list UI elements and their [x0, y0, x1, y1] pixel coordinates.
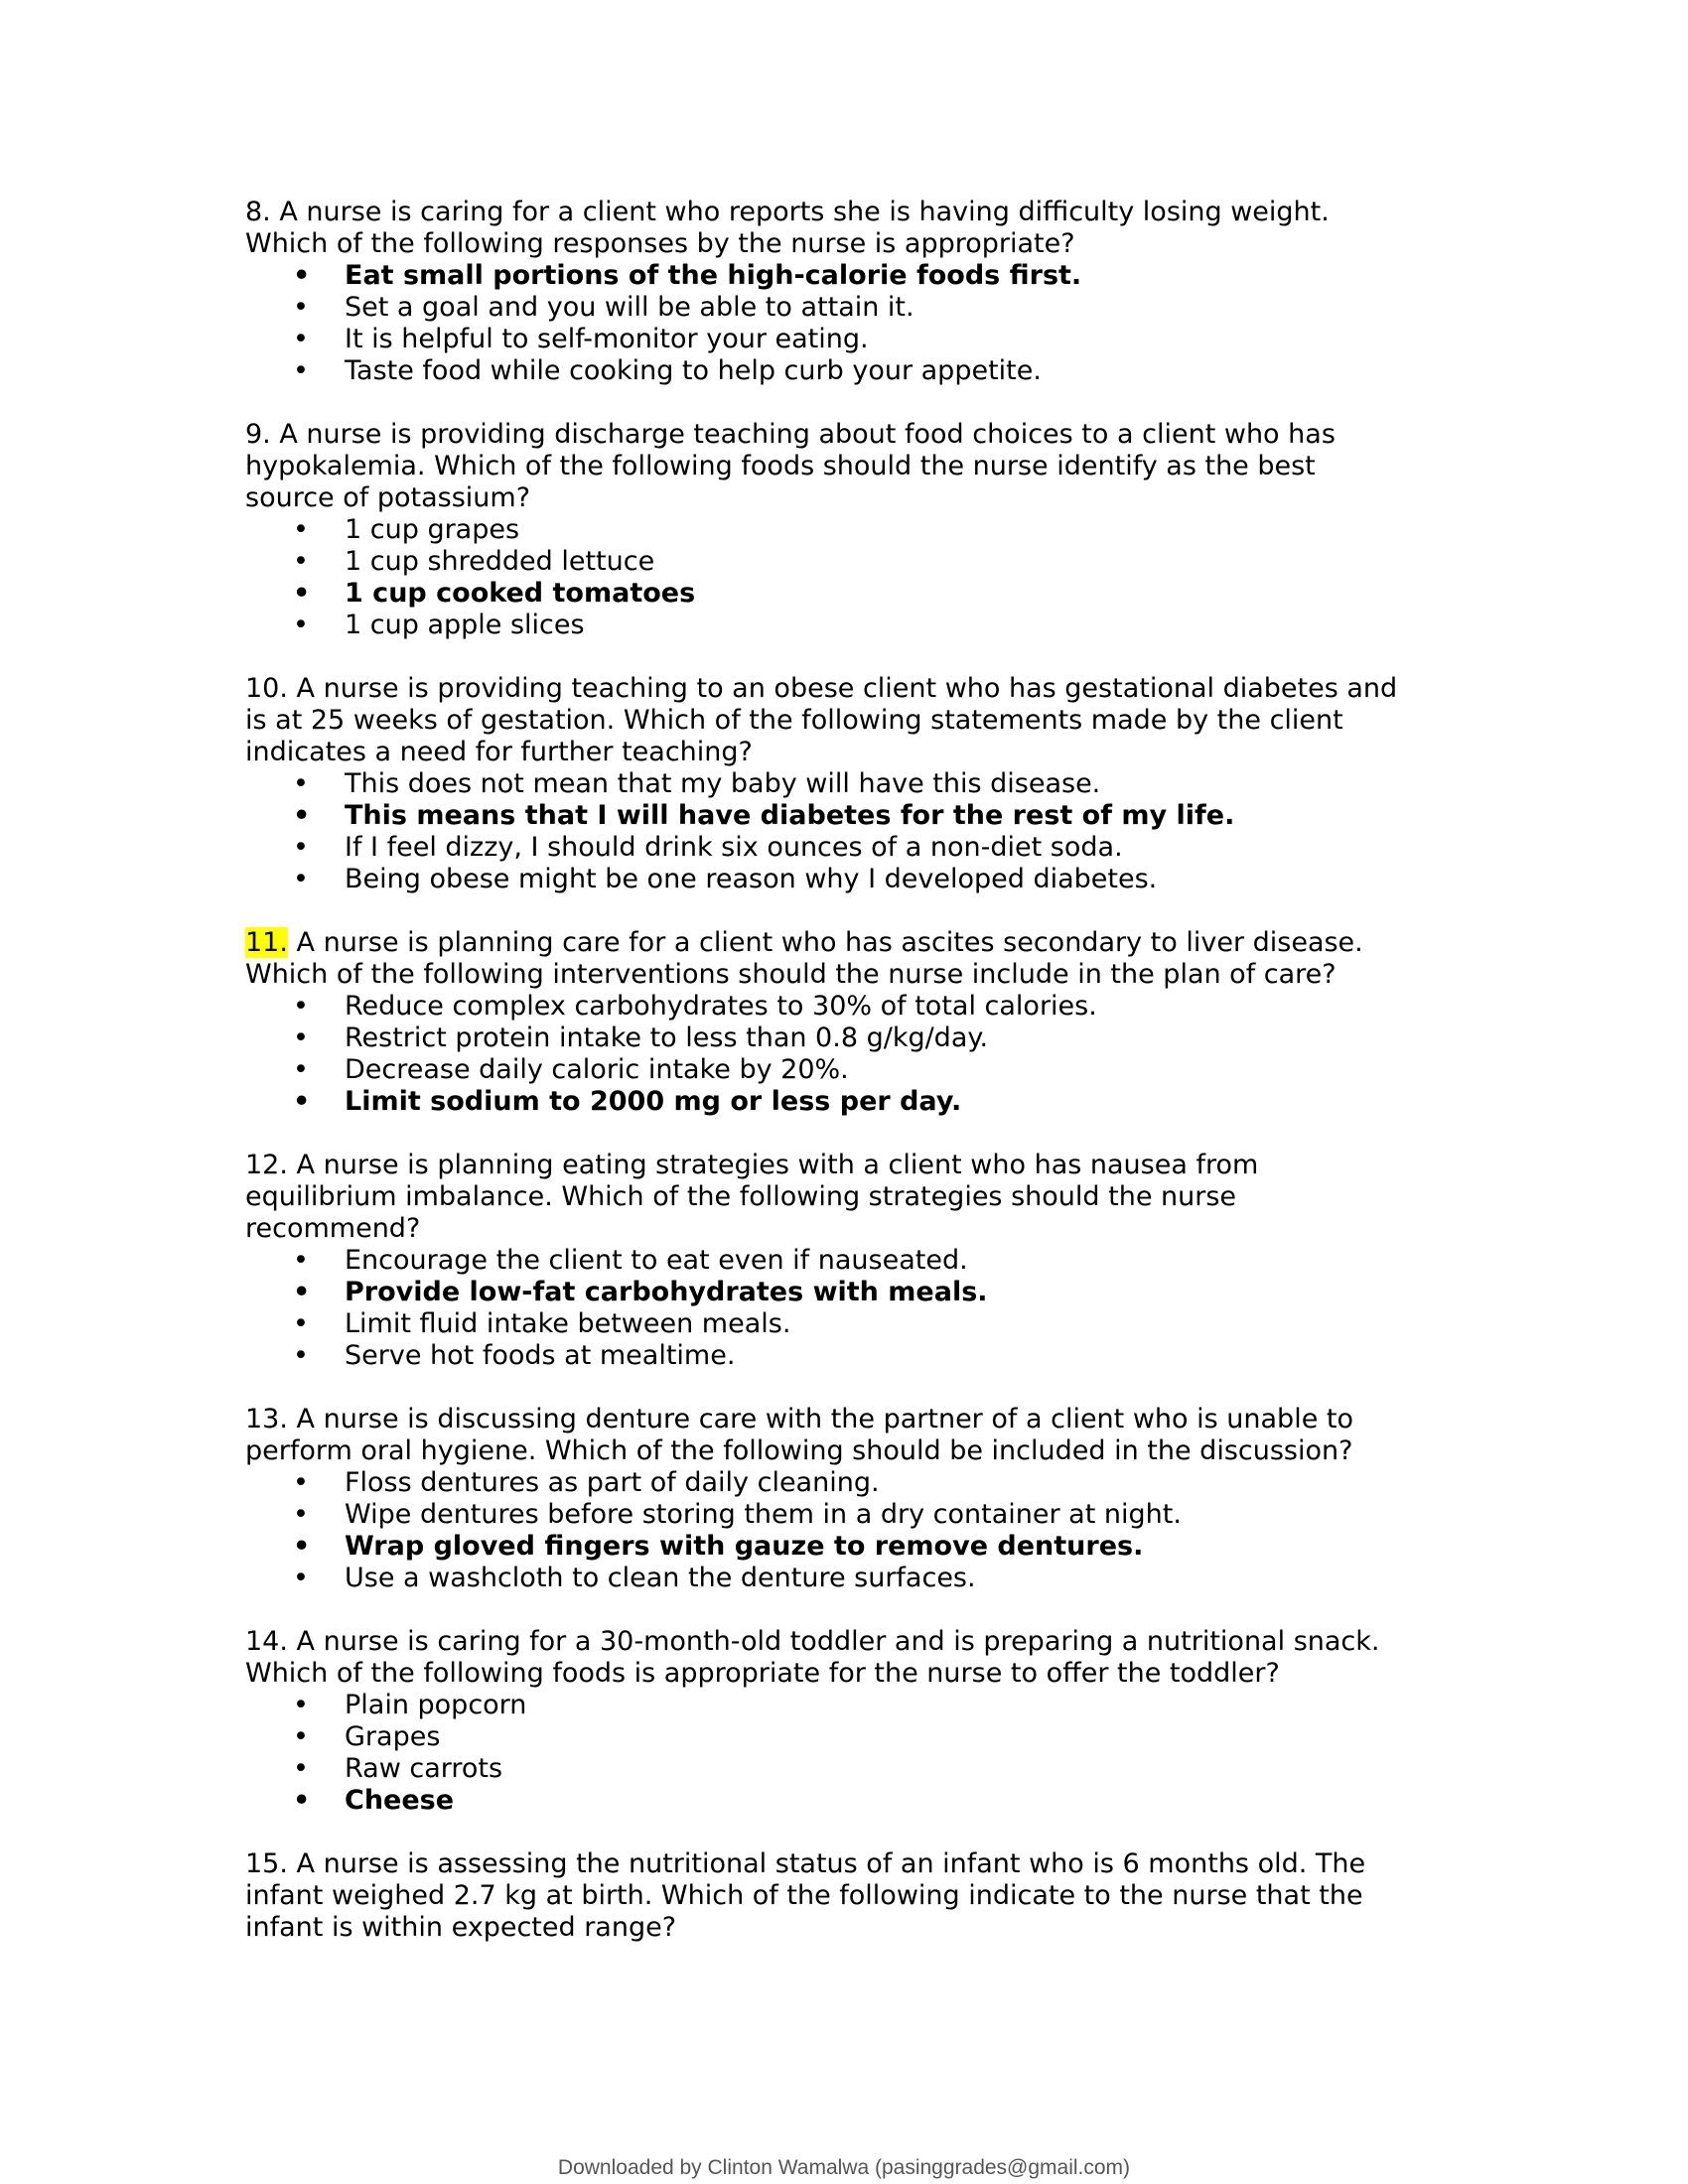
question-text: A nurse is planning eating strategies with a client who has nausea from equilibrium imbalance. Which of the following strategies should the nurse recommend?	[245, 1150, 1259, 1244]
answer-option-correct: • Cheese	[245, 1785, 1486, 1817]
answer-option: • 1 cup apple slices	[245, 610, 1486, 641]
question-stem	[245, 197, 1486, 260]
question-stem	[245, 419, 1486, 514]
answer-option-correct: • Limit sodium to 2000 mg or less per day.	[245, 1086, 1486, 1118]
question-text: A nurse is planning care for a client who has ascites secondary to liver disease. Which of the following interventions should the nurse include in the plan of care?	[245, 927, 1363, 990]
answer-option-correct: • Wrap gloved fingers with gauze to remove dentures.	[245, 1531, 1486, 1563]
question-9	[245, 419, 1486, 641]
download-footer: Downloaded by Clinton Wamalwa (pasinggrades@gmail.com)	[557, 2156, 1131, 2179]
answer-option: • This does not mean that my baby will have this disease.	[245, 768, 1486, 800]
question-15	[245, 1848, 1486, 1944]
question-text: A nurse is caring for a 30-month-old toddler and is preparing a nutritional snack. Which of the following foods is appropriate for the nurse to offer the toddler?	[245, 1626, 1380, 1689]
answer-option: • 1 cup shredded lettuce	[245, 546, 1486, 578]
answer-option: • Decrease daily caloric intake by 20%.	[245, 1054, 1486, 1086]
question-text: A nurse is providing teaching to an obese client who has gestational diabetes and is at 25 weeks of gestation. Which of the following statements made by the client indicates a need for further teaching?	[245, 673, 1398, 767]
question-text: A nurse is assessing the nutritional status of an infant who is 6 months old. The infant weighed 2.7 kg at birth. Which of the following indicate to the nurse that the infant is within expected range?	[245, 1848, 1366, 1943]
answer-option: • It is helpful to self-monitor your eating.	[245, 324, 1486, 355]
question-11	[245, 927, 1486, 1118]
answer-option: • If I feel dizzy, I should drink six ounces of a non-diet soda.	[245, 832, 1486, 864]
question-stem	[245, 927, 1486, 991]
question-number: 14.	[245, 1626, 288, 1657]
answer-option: • Restrict protein intake to less than 0.8 g/kg/day.	[245, 1023, 1486, 1054]
question-text: A nurse is caring for a client who reports she is having difficulty losing weight. Which of the following responses by the nurse is appropriate?	[245, 197, 1330, 259]
answer-options	[245, 514, 1486, 641]
question-stem	[245, 1150, 1486, 1245]
answer-option: • Wipe dentures before storing them in a dry container at night.	[245, 1499, 1486, 1531]
question-stem	[245, 1404, 1486, 1467]
answer-option: • Reduce complex carbohydrates to 30% of total calories.	[245, 991, 1486, 1023]
question-number: 15.	[245, 1848, 288, 1879]
answer-option: • Being obese might be one reason why I developed diabetes.	[245, 864, 1486, 895]
question-number: 12.	[245, 1150, 288, 1180]
question-stem	[245, 1626, 1486, 1690]
question-text: A nurse is providing discharge teaching about food choices to a client who has hypokalemia. Which of the following foods should the nurse identify as the best source of potassium?	[245, 419, 1336, 513]
question-12	[245, 1150, 1486, 1372]
answer-options	[245, 1245, 1486, 1372]
answer-option: • Taste food while cooking to help curb your appetite.	[245, 355, 1486, 387]
answer-options	[245, 991, 1486, 1118]
question-10	[245, 673, 1486, 895]
answer-options	[245, 1690, 1486, 1817]
question-8	[245, 197, 1486, 387]
answer-option-correct: • This means that I will have diabetes for the rest of my life.	[245, 800, 1486, 832]
answer-options	[245, 768, 1486, 895]
question-number: 11.	[245, 927, 288, 958]
answer-option: • Grapes	[245, 1721, 1486, 1753]
answer-option-correct: • Provide low-fat carbohydrates with meals.	[245, 1277, 1486, 1308]
answer-option-correct: • 1 cup cooked tomatoes	[245, 578, 1486, 610]
question-14	[245, 1626, 1486, 1817]
question-number: 9.	[245, 419, 271, 450]
answer-option: • Serve hot foods at mealtime.	[245, 1340, 1486, 1372]
answer-option: • Plain popcorn	[245, 1690, 1486, 1721]
answer-option: • Encourage the client to eat even if nauseated.	[245, 1245, 1486, 1277]
question-stem	[245, 673, 1486, 768]
answer-option: • Raw carrots	[245, 1753, 1486, 1785]
question-number: 10.	[245, 673, 288, 704]
answer-option: • 1 cup grapes	[245, 514, 1486, 546]
answer-option: • Set a goal and you will be able to attain it.	[245, 292, 1486, 324]
answer-option-correct: • Eat small portions of the high-calorie foods first.	[245, 260, 1486, 292]
answer-option: • Limit fluid intake between meals.	[245, 1308, 1486, 1340]
answer-option: • Use a washcloth to clean the denture surfaces.	[245, 1563, 1486, 1594]
answer-options	[245, 1467, 1486, 1594]
question-number: 13.	[245, 1404, 288, 1434]
answer-options	[245, 260, 1486, 387]
question-stem	[245, 1848, 1486, 1944]
document-body	[245, 197, 1486, 1976]
question-number: 8.	[245, 197, 271, 227]
question-text: A nurse is discussing denture care with the partner of a client who is unable to perform oral hygiene. Which of the following should be included in the discussion?	[245, 1404, 1353, 1466]
question-13	[245, 1404, 1486, 1594]
answer-option: • Floss dentures as part of daily cleaning.	[245, 1467, 1486, 1499]
